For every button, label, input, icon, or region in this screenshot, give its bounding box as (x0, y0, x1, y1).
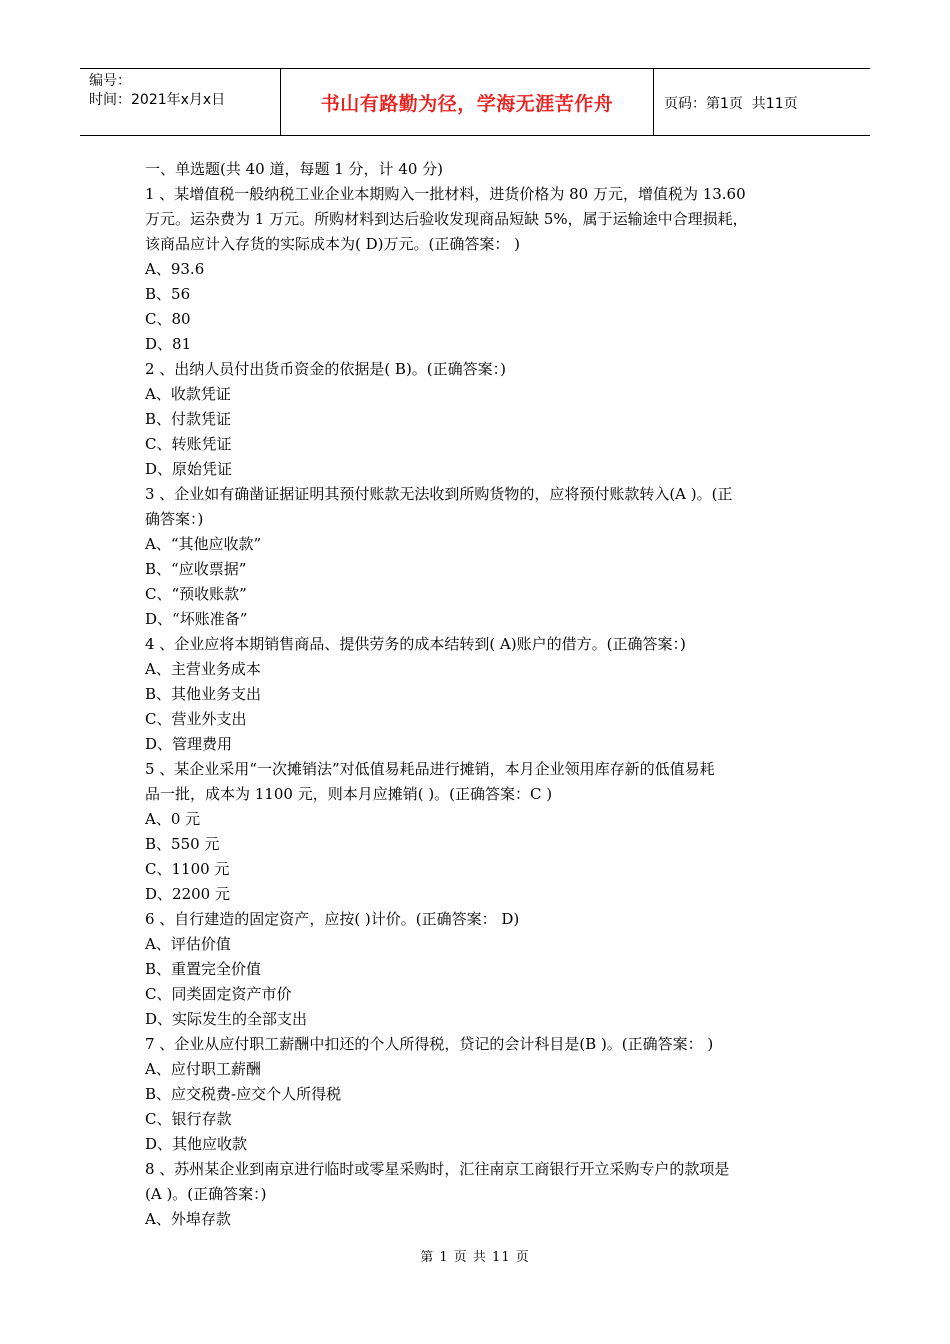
question-item (145, 907, 810, 1032)
answer-option: C、80 (145, 310, 191, 328)
answer-option: B、其他业务支出 (145, 685, 262, 703)
answer-option: D、“坏账准备” (145, 610, 248, 628)
question-text-line: 3 、企业如有确凿证据证明其预付账款无法收到所购货物的，应将预付账款转入(A )。(正 (145, 485, 733, 503)
answer-option: C、银行存款 (145, 1110, 232, 1128)
question-item (145, 182, 810, 357)
header-motto: 书山有路勤为径，学海无涯苦作舟 (320, 93, 614, 115)
answer-option: D、81 (145, 335, 192, 353)
answer-option: A、外埠存款 (145, 1210, 231, 1228)
answer-option: D、管理费用 (145, 735, 233, 753)
answer-option: C、营业外支出 (145, 710, 247, 728)
question-text-line: 7 、企业从应付职工薪酬中扣还的个人所得税，贷记的会计科目是(B )。(正确答案： ) (145, 1035, 714, 1053)
answer-option: D、其他应收款 (145, 1135, 248, 1153)
answer-option: B、“应收票据” (145, 560, 247, 578)
answer-option: D、2200 元 (145, 885, 230, 903)
answer-option: C、转账凭证 (145, 435, 232, 453)
question-item (145, 632, 810, 757)
question-text-line: 2 、出纳人员付出货币资金的依据是( B)。(正确答案：) (145, 360, 507, 378)
answer-option: A、93.6 (145, 260, 205, 278)
question-text-line: 品一批，成本为 1100 元，则本月应摊销( )。(正确答案：C ) (145, 785, 553, 803)
answer-option: A、评估价值 (145, 935, 231, 953)
question-text-line: 8 、苏州某企业到南京进行临时或零星采购时，汇往南京工商银行开立采购专户的款项是 (145, 1160, 730, 1178)
question-text-line: 5 、某企业采用“一次摊销法”对低值易耗品进行摊销，本月企业领用库存新的低值易耗 (145, 760, 715, 778)
question-item (145, 357, 810, 482)
header-info-cell (80, 69, 281, 135)
answer-option: D、实际发生的全部支出 (145, 1010, 308, 1028)
header-time-label: 时间：2021年x月x日 (89, 92, 226, 108)
answer-option: B、550 元 (145, 835, 220, 853)
header-page-label: 页码：第1页 共11页 (664, 96, 798, 112)
question-item (145, 757, 810, 907)
answer-option: C、同类固定资产市价 (145, 985, 292, 1003)
answer-option: B、56 (145, 285, 191, 303)
answer-option: A、主营业务成本 (145, 660, 261, 678)
question-item (145, 1032, 810, 1157)
question-text-line: 该商品应计入存货的实际成本为( D)万元。(正确答案： ) (145, 235, 520, 253)
question-list (145, 182, 810, 1232)
answer-option: B、付款凭证 (145, 410, 232, 428)
header-motto-cell (281, 69, 654, 135)
page-footer: 第 1 页 共 11 页 (420, 1250, 530, 1265)
header-number-label: 编号： (89, 73, 131, 89)
answer-option: A、收款凭证 (145, 385, 231, 403)
answer-option: D、原始凭证 (145, 460, 233, 478)
question-text-line: 万元。运杂费为 1 万元。所购材料到达后验收发现商品短缺 5%，属于运输途中合理损耗， (145, 210, 748, 228)
question-text-line: 1 、某增值税一般纳税工业企业本期购入一批材料，进货价格为 80 万元，增值税为 13.60 (145, 185, 746, 203)
question-text-line: 4 、企业应将本期销售商品、提供劳务的成本结转到( A)账户的借方。(正确答案：) (145, 635, 686, 653)
answer-option: C、“预收账款” (145, 585, 247, 603)
section-title: 一、单选题(共 40 道，每题 1 分，计 40 分) (145, 160, 444, 178)
answer-option: A、应付职工薪酬 (145, 1060, 261, 1078)
header-page-cell (654, 69, 870, 135)
answer-option: C、1100 元 (145, 860, 230, 878)
question-item (145, 482, 810, 632)
answer-option: B、重置完全价值 (145, 960, 262, 978)
document-body (145, 157, 810, 1232)
question-item (145, 1157, 810, 1232)
question-text-line: 6 、自行建造的固定资产，应按( )计价。(正确答案： D) (145, 910, 520, 928)
answer-option: A、0 元 (145, 810, 201, 828)
question-text-line: (A )。(正确答案：) (145, 1185, 267, 1203)
answer-option: B、应交税费-应交个人所得税 (145, 1085, 342, 1103)
answer-option: A、“其他应收款” (145, 535, 262, 553)
page-header (80, 68, 870, 136)
question-text-line: 确答案：) (145, 510, 204, 528)
